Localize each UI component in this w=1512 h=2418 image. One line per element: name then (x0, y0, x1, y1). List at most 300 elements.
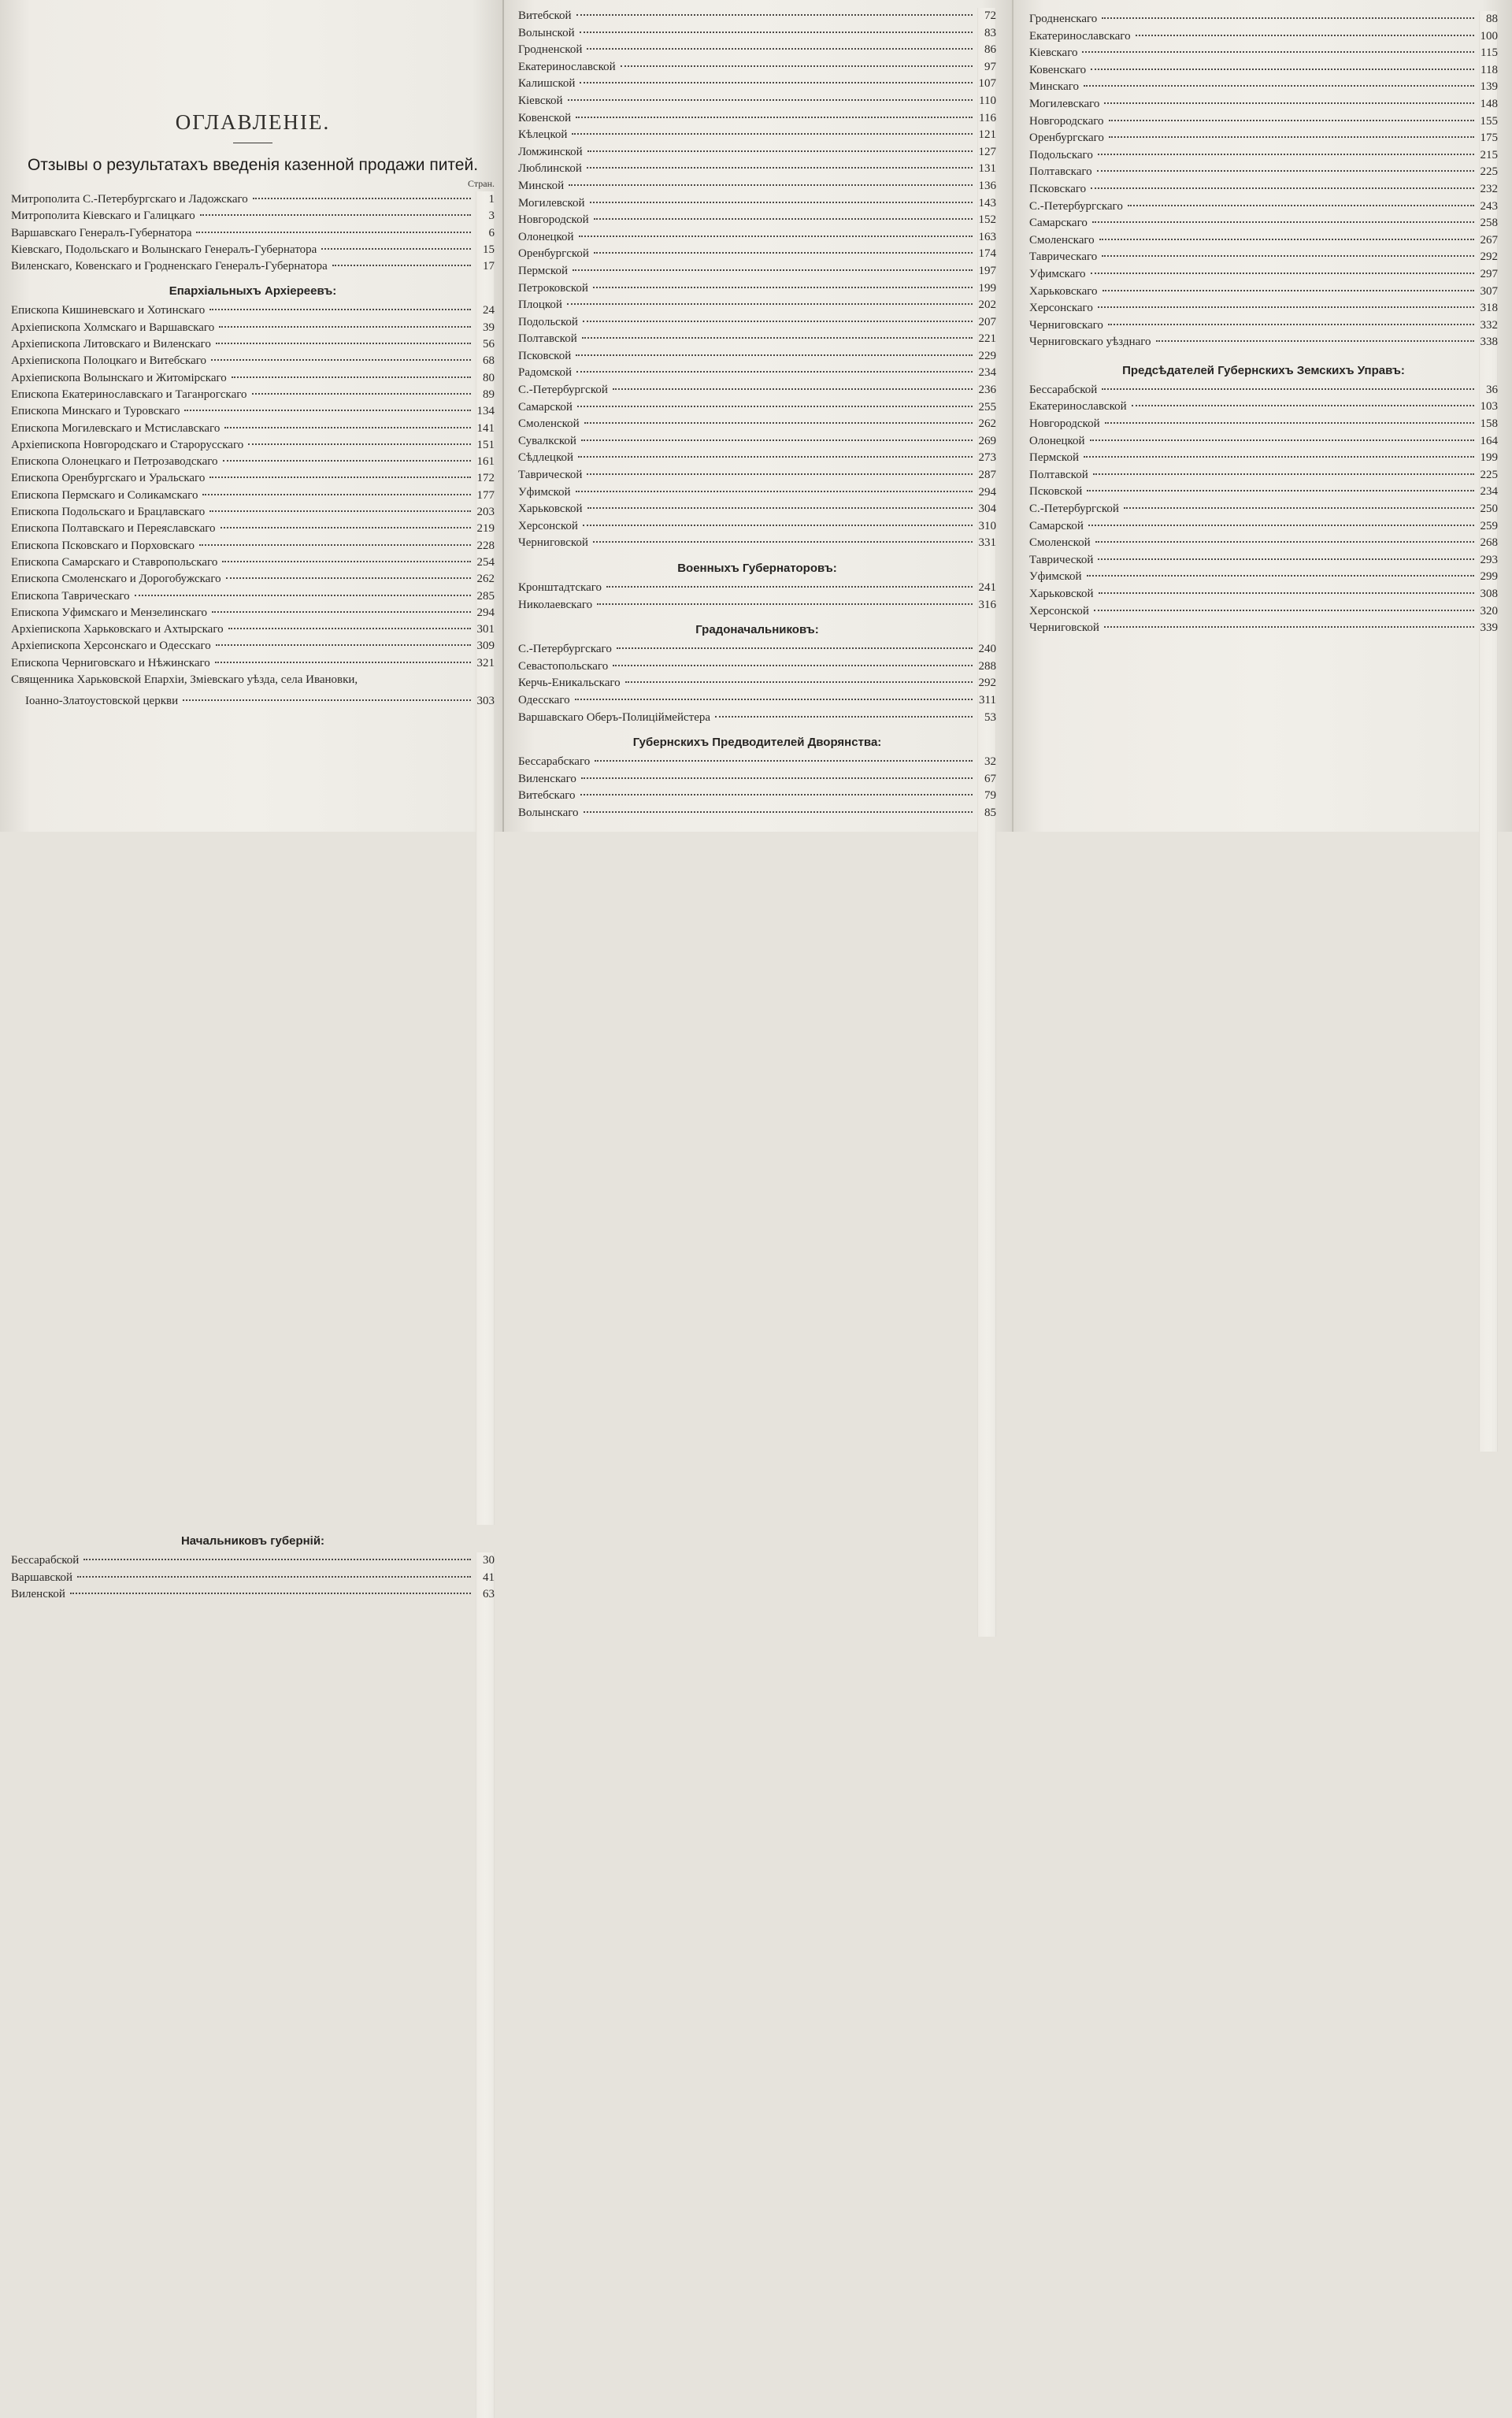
entry-title: Севастопольскаго (518, 659, 609, 673)
dot-leader (1084, 456, 1474, 458)
dot-leader (578, 456, 973, 458)
entry-title: Архіепископа Волынскаго и Житомірскаго (11, 371, 227, 384)
dot-leader (579, 235, 973, 237)
dot-leader (1098, 558, 1474, 560)
toc-entry (1029, 334, 1498, 351)
entry-title: Епископа Подольскаго и Брацлавскаго (11, 506, 206, 519)
toc-entry (11, 454, 495, 470)
toc-entry (518, 675, 996, 692)
dot-leader (593, 287, 973, 288)
entry-page-number: 110 (977, 93, 996, 925)
dot-leader (593, 541, 973, 543)
entry-page-number: 301 (476, 621, 495, 1453)
entry-title: Архіепископа Херсонскаго и Одесскаго (11, 640, 211, 653)
entry-page-number: 202 (977, 297, 996, 1129)
entry-page-number: 234 (1479, 484, 1498, 1315)
toc-entry (11, 638, 495, 655)
toc-entry (518, 365, 996, 382)
toc-entry (518, 229, 996, 247)
toc-entry (518, 788, 996, 805)
entry-title: Полтавскаго (1029, 165, 1092, 179)
toc-entry (518, 450, 996, 467)
entry-page-number: 273 (977, 450, 996, 1281)
entry-title: Бессарабскаго (518, 755, 591, 769)
dot-leader (1091, 69, 1474, 70)
dot-leader (1102, 290, 1474, 291)
entry-page-number: 309 (476, 638, 495, 1470)
dot-leader (576, 371, 973, 373)
toc-entry (1029, 249, 1498, 266)
entry-page-number: 136 (977, 178, 996, 1010)
dot-leader (1092, 221, 1474, 223)
dot-leader (576, 354, 973, 356)
dot-leader (200, 214, 471, 216)
entry-title: Полтавской (518, 332, 577, 346)
toc-entry (518, 76, 996, 93)
entry-page-number: 307 (1479, 284, 1498, 1115)
entry-title: Епископа Могилевскаго и Мстиславскаго (11, 421, 220, 435)
toc-entry (1029, 484, 1498, 501)
toc-entry (11, 336, 495, 353)
entry-title: Волынской (518, 26, 575, 39)
entry-title: Пермской (518, 264, 568, 277)
toc-entry (518, 59, 996, 76)
toc-list-nobility (518, 754, 996, 821)
entry-title: Уфимской (1029, 570, 1082, 584)
dot-leader (583, 321, 973, 322)
entry-title: Епископа Кишиневскаго и Хотинскаго (11, 304, 206, 317)
entry-title: Черниговскаго уѣзднаго (1029, 336, 1151, 349)
toc-list-military-governors (518, 580, 996, 614)
entry-title: Митрополита С.-Петербургскаго и Ладожскаго (11, 193, 248, 206)
toc-entry (518, 399, 996, 417)
entry-title: Епископа Оренбургскаго и Уральскаго (11, 472, 206, 485)
dot-leader (224, 427, 471, 428)
dot-leader (332, 265, 471, 266)
dot-leader (594, 252, 973, 254)
toc-entry (11, 571, 495, 588)
dot-leader (77, 1576, 471, 1578)
entry-title: Варшавской (11, 1571, 73, 1584)
toc-entry (518, 692, 996, 710)
entry-page-number: 6 (476, 225, 495, 1057)
dot-leader (226, 577, 471, 579)
dot-leader (202, 494, 471, 495)
toc-entry (518, 195, 996, 213)
entry-title: Черниговской (1029, 621, 1099, 635)
toc-entry (11, 470, 495, 487)
toc-entry (11, 242, 495, 258)
entry-page-number: 131 (977, 161, 996, 992)
dot-leader (248, 443, 471, 445)
entry-page-number: 203 (476, 504, 495, 1336)
entry-page-number: 79 (977, 788, 996, 1619)
dot-leader (587, 167, 973, 169)
entry-page-number: 259 (1479, 518, 1498, 1350)
dot-leader (575, 699, 973, 700)
entry-title: Харьковской (1029, 588, 1094, 600)
toc-entry (518, 42, 996, 59)
dot-leader (1098, 306, 1474, 308)
entry-title: Кіевскаго, Подольскаго и Волынскаго Генералъ-Губернатора (11, 243, 317, 256)
toc-entry (11, 1586, 495, 1603)
entry-page-number: 225 (1479, 164, 1498, 996)
toc-entry (518, 297, 996, 314)
toc-entry (518, 416, 996, 433)
entry-title: Пермской (1029, 451, 1079, 465)
toc-entry (1029, 317, 1498, 335)
dot-leader (1102, 255, 1474, 257)
toc-entry (1029, 147, 1498, 165)
dot-leader (212, 611, 471, 613)
toc-entry (1029, 399, 1498, 416)
toc-entry (518, 144, 996, 161)
dot-leader (1108, 324, 1474, 325)
dot-leader (587, 48, 973, 50)
entry-title: Калишской (518, 77, 576, 91)
toc-entry (11, 655, 495, 672)
dot-leader (184, 410, 471, 411)
dot-leader (584, 811, 973, 813)
dot-leader (199, 544, 471, 546)
toc-entry (11, 403, 495, 420)
toc-list-governors-continued (518, 8, 996, 552)
entry-page-number: 89 (476, 387, 495, 1218)
entry-page-number: 68 (476, 353, 495, 1185)
dot-leader (1104, 102, 1474, 104)
entry-page-number: 243 (1479, 198, 1498, 1030)
entry-title: Самарской (1029, 519, 1084, 532)
entry-title: Олонецкой (518, 230, 574, 243)
entry-page-number: 15 (476, 242, 495, 1074)
toc-entry (1029, 266, 1498, 284)
entry-title: С.-Петербургской (1029, 503, 1119, 516)
entry-page-number: 207 (977, 314, 996, 1146)
toc-entry (11, 521, 495, 537)
dot-leader (321, 248, 471, 250)
dot-leader (621, 65, 973, 67)
entry-title: Смоленскаго (1029, 233, 1095, 247)
toc-entry (518, 710, 996, 727)
toc-entry (11, 1552, 495, 1569)
entry-page-number: 172 (476, 470, 495, 1302)
entry-page-number: 103 (1479, 399, 1498, 1230)
entry-title: Епископа Таврическаго (11, 589, 130, 603)
entry-title: Подольской (518, 315, 578, 328)
entry-page-number: 304 (977, 501, 996, 1333)
toc-entry (1029, 535, 1498, 552)
entry-page-number: 262 (977, 416, 996, 1248)
toc-entry (11, 437, 495, 454)
entry-page-number: 143 (977, 195, 996, 1027)
entry-page-number: 88 (1479, 11, 1498, 843)
toc-entry (1029, 284, 1498, 301)
entry-page-number: 115 (1479, 45, 1498, 877)
dot-leader (1091, 273, 1474, 274)
dot-leader (83, 1559, 471, 1560)
toc-entry (1029, 113, 1498, 131)
dot-leader (606, 586, 973, 588)
entry-page-number: 232 (1479, 181, 1498, 1013)
entry-title: Волынскаго (518, 806, 579, 819)
toc-entry (518, 263, 996, 280)
entry-page-number: 228 (476, 538, 495, 1370)
entry-title: Самарскаго (1029, 217, 1088, 230)
entry-page-number: 310 (977, 518, 996, 1350)
entry-page-number: 285 (476, 588, 495, 1420)
toc-entry (1029, 11, 1498, 28)
entry-page-number: 311 (977, 692, 996, 1524)
entry-page-number: 41 (476, 1570, 495, 2401)
dot-leader (1088, 525, 1474, 526)
entry-title: Харьковскаго (1029, 284, 1098, 298)
dot-leader (581, 777, 973, 779)
toc-entry (11, 554, 495, 571)
entry-title: Екатеринославскаго (1029, 29, 1131, 43)
dot-leader (1087, 575, 1474, 577)
dot-leader (582, 337, 973, 339)
entry-page-number: 107 (977, 76, 996, 907)
entry-title: Витебской (518, 9, 572, 22)
section-heading-bishops: Епархіальныхъ Архіереевъ: (169, 284, 337, 299)
entry-page-number: 287 (977, 467, 996, 1299)
toc-entry (1029, 232, 1498, 250)
entry-page-number: 308 (1479, 586, 1498, 1418)
toc-entry (518, 484, 996, 502)
toc-entry (518, 805, 996, 822)
entry-title: Архіепископа Новгородскаго и Старорусскаго (11, 438, 244, 451)
entry-page-number: 229 (977, 348, 996, 1180)
toc-entry (1029, 603, 1498, 621)
entry-page-number: 332 (1479, 317, 1498, 1149)
entry-title: Варшавскаго Оберъ-Полиціймейстера (518, 710, 711, 724)
dot-leader (220, 527, 471, 528)
dot-leader (1128, 205, 1474, 206)
dot-leader (1082, 51, 1474, 53)
entry-title: Кіевской (518, 94, 563, 107)
dot-leader (587, 507, 973, 509)
dot-leader (223, 460, 471, 462)
toc-entry (11, 258, 495, 275)
entry-title: Смоленской (518, 417, 580, 431)
entry-title: Новгородской (1029, 417, 1100, 431)
dot-leader (1094, 610, 1474, 611)
toc-entry (11, 605, 495, 621)
entry-title: Гродненскаго (1029, 13, 1098, 25)
toc-entry (1029, 467, 1498, 484)
dot-leader (1124, 507, 1474, 509)
dot-leader (577, 406, 973, 407)
dot-leader (232, 376, 471, 378)
entry-title: Петроковской (518, 281, 588, 295)
dot-leader (252, 393, 471, 395)
entry-page-number: 85 (977, 805, 996, 1637)
entry-title: Архіепископа Полоцкаго и Витебскаго (11, 354, 207, 368)
entry-title: Митрополита Кіевскаго и Галицкаго (11, 210, 195, 223)
toc-entry (1029, 62, 1498, 80)
entry-title: Екатеринославской (518, 60, 616, 73)
toc-entry (518, 8, 996, 25)
dot-leader (211, 359, 471, 361)
dot-leader (253, 198, 471, 199)
dot-leader (572, 133, 973, 135)
entry-title: Архіепископа Литовскаго и Виленскаго (11, 338, 211, 351)
entry-title: Епископа Пермскаго и Соликамскаго (11, 488, 198, 502)
entry-page-number: 67 (977, 771, 996, 1603)
dot-leader (594, 218, 973, 220)
dot-leader (1093, 473, 1474, 475)
toc-entry (518, 771, 996, 788)
dot-leader (715, 716, 973, 718)
entry-page-number: 199 (1479, 450, 1498, 1281)
dot-leader (70, 1593, 471, 1594)
entry-page-number: 292 (1479, 249, 1498, 1081)
dot-leader (567, 303, 973, 305)
toc-entry-priest (11, 672, 495, 1525)
dot-leader (1084, 85, 1474, 87)
entry-page-number: 292 (977, 675, 996, 1507)
dot-leader (580, 794, 973, 795)
dot-leader (576, 14, 973, 16)
dot-leader (1087, 490, 1474, 491)
toc-entry (1029, 518, 1498, 536)
toc-entry (1029, 569, 1498, 586)
toc-entry (1029, 501, 1498, 518)
dot-leader (573, 269, 973, 271)
toc-entry (1029, 79, 1498, 96)
dot-leader (1102, 388, 1474, 390)
entry-title: Новгородскаго (1029, 114, 1104, 128)
dot-leader (587, 150, 973, 152)
entry-title: Архіепископа Харьковскаго и Ахтырскаго (11, 623, 224, 636)
entry-title: Епископа Черниговскаго и Нѣжинскаго (11, 656, 210, 669)
toc-entry (1029, 382, 1498, 399)
entry-page-number: 268 (1479, 535, 1498, 1367)
dot-leader (1132, 405, 1474, 406)
entry-title: Епископа Полтавскаго и Переяславскаго (11, 522, 216, 536)
toc-entry (518, 535, 996, 552)
entry-title: Оренбургскаго (1029, 132, 1104, 145)
toc-entry (11, 320, 495, 336)
toc-entry (518, 212, 996, 229)
toc-entry (518, 331, 996, 348)
entry-page-number: 39 (476, 320, 495, 1152)
toc-entry (518, 93, 996, 110)
dot-leader (1104, 626, 1474, 628)
entry-page-number: 80 (476, 370, 495, 1202)
entry-title: Виленскаго, Ковенскаго и Гродненскаго Генералъ-Губернатора (11, 260, 328, 273)
entry-title: Керчь-Еникальскаго (518, 677, 621, 690)
toc-entry (11, 302, 495, 319)
entry-title: Гродненской (518, 43, 583, 57)
entry-page-number: 258 (1479, 215, 1498, 1047)
entry-page-number: 121 (977, 127, 996, 959)
entry-title: Епископа Уфимскаго и Мензелинскаго (11, 606, 207, 619)
entry-title: Олонецкой (1029, 434, 1085, 447)
entry-page-number: 134 (476, 403, 495, 1235)
entry-page-number: 17 (476, 258, 495, 1090)
toc-entry (518, 518, 996, 536)
dot-leader (1095, 541, 1474, 543)
entry-page-number: 199 (977, 280, 996, 1112)
dot-leader (216, 644, 471, 646)
entry-page-number: 155 (1479, 113, 1498, 945)
dot-leader (1109, 120, 1474, 121)
entry-page-number: 163 (977, 229, 996, 1061)
entry-title: Херсонскаго (1029, 302, 1093, 315)
dot-leader (587, 473, 973, 475)
dot-leader (228, 628, 471, 629)
entry-page-number: 151 (476, 437, 495, 1269)
entry-page-number: 288 (977, 658, 996, 1490)
entry-title: Минскаго (1029, 80, 1080, 94)
toc-entry (518, 641, 996, 658)
entry-page-number: 86 (977, 42, 996, 873)
entry-title: Екатеринославской (1029, 400, 1127, 414)
dot-leader (613, 665, 973, 666)
entry-title: Радомской (518, 366, 573, 380)
entry-title: Виленскаго (518, 772, 576, 785)
dot-leader (581, 439, 973, 441)
dot-leader (183, 699, 471, 701)
entry-title: Епископа Екатеринославскаго и Таганрогскаго (11, 388, 247, 401)
entry-page-number: 53 (977, 710, 996, 1541)
section-heading-mayors: Градоначальниковъ: (695, 623, 819, 637)
toc-entry (11, 208, 495, 224)
entry-page-number: 294 (977, 484, 996, 1316)
dot-leader (1097, 170, 1474, 172)
entry-title: Полтавской (1029, 468, 1088, 481)
toc-entry (11, 370, 495, 387)
entry-title: Новгородской (518, 213, 589, 227)
entry-page-number: 320 (1479, 603, 1498, 1435)
entry-title: Виленской (11, 1587, 65, 1600)
priest-line-1: Священника Харьковской Епархіи, Зміевскаго уѣзда, села Ивановки, (11, 673, 358, 687)
entry-page-number: 118 (1479, 62, 1498, 894)
toc-entry (1029, 215, 1498, 232)
entry-page-number: 225 (1479, 467, 1498, 1299)
toc-entry (11, 588, 495, 605)
dot-leader (583, 525, 973, 526)
entry-title: Могилевскаго (1029, 97, 1100, 110)
toc-entry (11, 1570, 495, 1586)
toc-entry (518, 110, 996, 128)
dot-leader (209, 477, 471, 478)
entry-title: Оренбургской (518, 247, 589, 261)
entry-title: Псковскаго (1029, 182, 1087, 195)
toc-list-governors (11, 1552, 495, 1603)
entry-page-number: 72 (977, 8, 996, 840)
section-heading-military-governors: Военныхъ Губернаторовъ: (677, 562, 837, 575)
dot-leader (1105, 422, 1474, 424)
entry-page-number: 158 (1479, 416, 1498, 1248)
priest-page-number: 303 (476, 693, 495, 1525)
entry-page-number: 250 (1479, 501, 1498, 1333)
toc-entry (518, 597, 996, 614)
toc-entry (518, 25, 996, 43)
entry-page-number: 177 (476, 488, 495, 1319)
entry-page-number: 174 (977, 246, 996, 1077)
entry-title: Черниговской (518, 536, 588, 550)
entry-page-number: 255 (977, 399, 996, 1231)
entry-page-number: 116 (977, 110, 996, 942)
toc-entry (1029, 130, 1498, 147)
section-heading-zemstvo: Предсѣдателей Губернскихъ Земскихъ Управъ: (1122, 363, 1405, 377)
entry-page-number: 267 (1479, 232, 1498, 1064)
entry-page-number: 234 (977, 365, 996, 1196)
entry-title: С.-Петербургскаго (518, 643, 612, 656)
toc-entry (1029, 164, 1498, 181)
